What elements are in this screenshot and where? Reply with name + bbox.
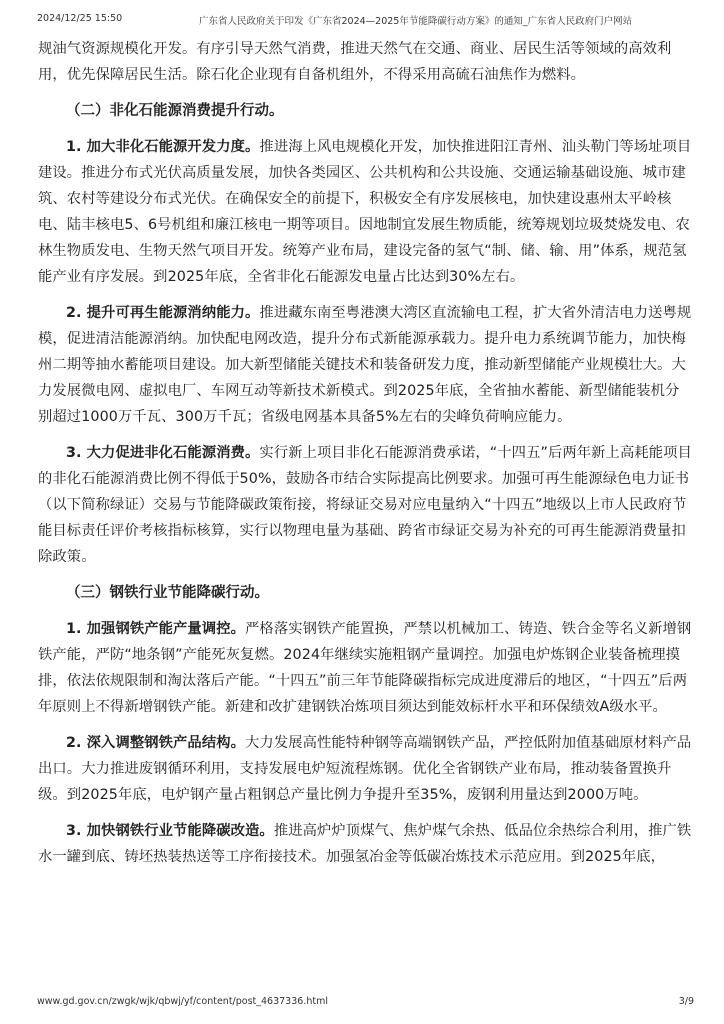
document-body <box>38 36 692 880</box>
page-number: 3/9 <box>678 996 694 1007</box>
item-body: 严格落实钢铁产能置换，严禁以机械加工、铸造、铁合金等名义新增钢铁产能，严防“地条钢”产能死灰复燃。2024年继续实施粗钢产量调控。加强电炉炼钢企业装备梳理摸排，依法依规限制和淘汰落后产能。“十四五”前三年节能降碳指标完成进度滞后的地区，“十四五”后两年原则上不得新增钢铁产能。新建和改扩建钢铁冶炼项目须达到能效标杆水平和环保绩效A级水平。 <box>38 621 692 715</box>
item-body: 推进海上风电规模化开发，加快推进阳江青州、汕头勒门等场址项目建设。推进分布式光伏高质量发展，加快各类园区、公共机构和公共设施、交通运输基础设施、城市建筑、农村等建设分布式光伏。在确保安全的前提下，积极安全有序发展核电，加快建设惠州太平岭核电、陆丰核电5、6号机组和廉江核电一期等项目。因地制宜发展生物质能，统筹规划垃圾焚烧发电、农林生物质发电、生物天然气项目开发。统筹产业布局，建设完备的氢气“制、储、输、用”体系，规范氢能产业有序发展。到2025年底，全省非化石能源发电量占比达到30%左右。 <box>38 139 692 285</box>
section-heading-non-fossil: （二）非化石能源消费提升行动。 <box>66 103 284 119</box>
item-lead: 1. 加大非化石能源开发力度。 <box>66 139 260 155</box>
item-lead: 3. 加快钢铁行业节能降碳改造。 <box>66 823 274 839</box>
item-lead: 1. 加强钢铁产能产量调控。 <box>66 621 246 637</box>
item-lead: 2. 提升可再生能源消纳能力。 <box>66 305 260 321</box>
paragraph-item <box>38 440 692 570</box>
paragraph-item <box>38 730 692 808</box>
item-body: 大力发展高性能特种钢等高端钢铁产品，严控低附加值基础原材料产品出口。大力推进废钢循环利用，支持发展电炉短流程炼钢。优化全省钢铁产业布局，推动装备置换升级。到2025年底，电炉钢产量占粗钢总产量比例力争提升至35%，废钢利用量达到2000万吨。 <box>38 735 692 803</box>
print-page-title: 广东省人民政府关于印发《广东省2024—2025年节能降碳行动方案》的通知_广东省人民政府门户网站 <box>199 16 633 27</box>
print-footer <box>37 996 694 1010</box>
print-header <box>37 13 694 29</box>
item-body: 实行新上项目非化石能源消费承诺，“十四五”后两年新上高耗能项目的非化石能源消费比例不得低于50%，鼓励各市结合实际提高比例要求。加强可再生能源绿色电力证书（以下简称绿证）交易与节能降碳政策衔接，将绿证交易对应电量纳入“十四五”地级以上市人民政府节能目标责任评价考核指标核算，实行以物理电量为基础、跨省市绿证交易为补充的可再生能源消费量扣除政策。 <box>38 445 692 565</box>
paragraph-item <box>38 134 692 290</box>
section-heading-steel: （三）钢铁行业节能降碳行动。 <box>66 585 269 601</box>
item-body: 推进藏东南至粤港澳大湾区直流输电工程，扩大省外清洁电力送粤规模，促进清洁能源消纳。加快配电网改造，提升分布式新能源承载力。提升电力系统调节能力，加快梅州二期等抽水蓄能项目建设。加大新型储能关键技术和装备研发力度，推动新型储能产业规模壮大。大力发展微电网、虚拟电厂、车网互动等新技术新模式。到2025年底，全省抽水蓄能、新型储能装机分别超过1000万千瓦、300万千瓦；省级电网基本具备5%左右的尖峰负荷响应能力。 <box>38 305 692 425</box>
item-lead: 2. 深入调整钢铁产品结构。 <box>66 735 246 751</box>
paragraph-item <box>38 616 692 720</box>
paragraph-item <box>38 300 692 430</box>
item-lead: 3. 大力促进非化石能源消费。 <box>66 445 260 461</box>
page-url-link[interactable]: www.gd.gov.cn/zwgk/wjk/qbwj/yf/content/post_4637336.html <box>37 996 328 1007</box>
paragraph-continuation: 规油气资源规模化开发。有序引导天然气消费，推进天然气在交通、商业、居民生活等领域的高效利用，优先保障居民生活。除石化企业现有自备机组外，不得采用高硫石油焦作为燃料。 <box>38 41 672 83</box>
print-datetime: 2024/12/25 15:50 <box>37 13 123 24</box>
paragraph-item <box>38 818 692 870</box>
item-body: 推进高炉炉顶煤气、焦炉煤气余热、低品位余热综合利用，推广铁水一罐到底、铸坯热装热送等工序衔接技术。加强氢冶金等低碳冶炼技术示范应用。到2025年底， <box>38 823 692 865</box>
